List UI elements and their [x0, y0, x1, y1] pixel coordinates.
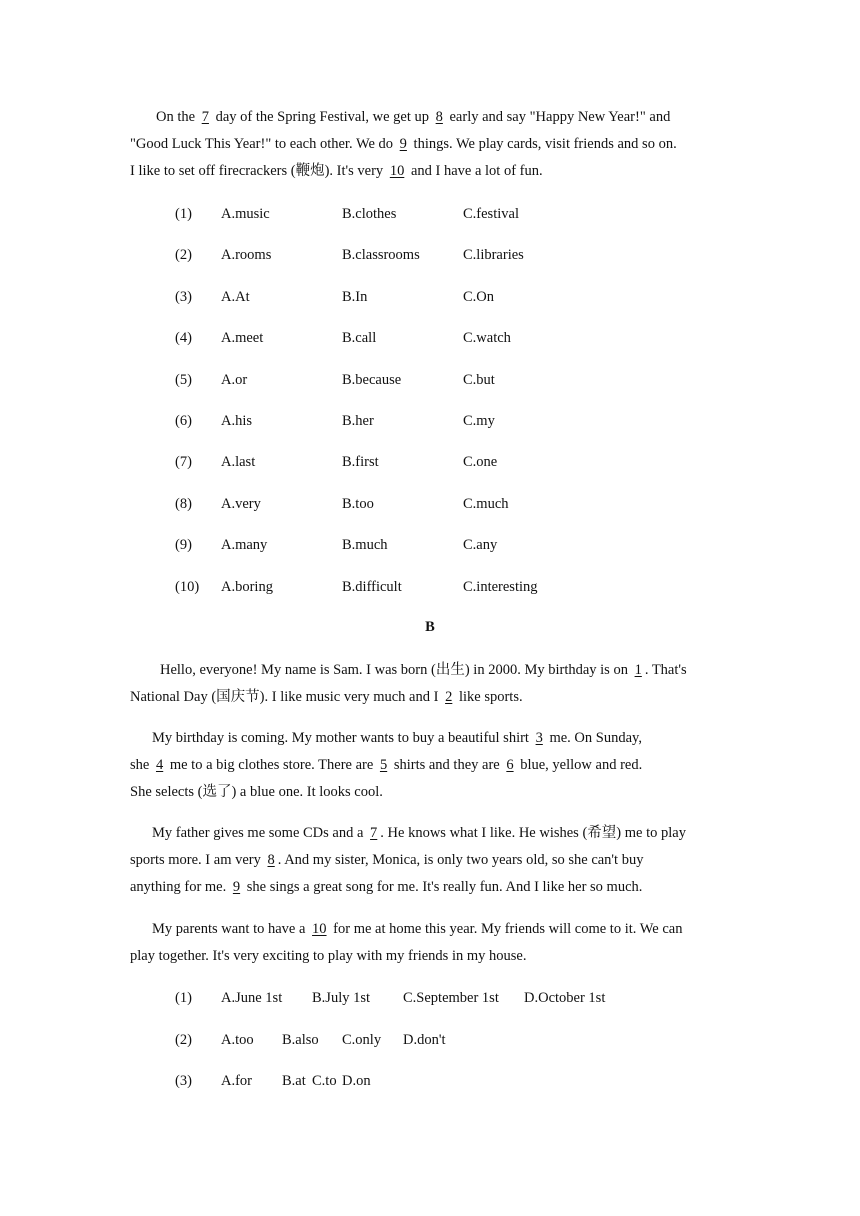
- blank-8: 8: [435, 109, 443, 125]
- option-a: A.for: [221, 1073, 253, 1089]
- option-b: B.her: [342, 413, 374, 429]
- option-d: D.on: [342, 1073, 371, 1089]
- blank-7: 7: [201, 109, 209, 125]
- option-b: B.July 1st: [312, 990, 371, 1006]
- option-d: D.October 1st: [524, 990, 606, 1006]
- passage-b-p1-line-1: Hello, everyone! My name is Sam. I was born (出生) in 2000. My birthday is on 1 . That's: [130, 657, 730, 684]
- option-b: B.In: [342, 289, 368, 305]
- question-number: (9): [175, 537, 192, 553]
- passage-b-p2-line-2: she 4 me to a big clothes store. There are 5 shirts and they are 6 blue, yellow and red.: [130, 752, 730, 779]
- option-a: A.meet: [221, 330, 264, 346]
- blank-10: 10: [312, 921, 327, 937]
- passage-b-paragraph-4: [130, 916, 730, 970]
- option-c: C.but: [463, 372, 495, 388]
- option-b: B.difficult: [342, 579, 402, 595]
- option-d: D.don't: [403, 1032, 446, 1048]
- option-b: B.clothes: [342, 206, 397, 222]
- option-a: A.At: [221, 289, 250, 305]
- option-c: C.only: [342, 1032, 382, 1048]
- option-a: A.rooms: [221, 247, 272, 263]
- question-number: (4): [175, 330, 192, 346]
- option-b: B.first: [342, 454, 379, 470]
- question-number: (5): [175, 372, 192, 388]
- blank-9: 9: [399, 136, 407, 152]
- option-a: A.many: [221, 537, 268, 553]
- passage-b-paragraph-2: [130, 725, 730, 806]
- question-number: (6): [175, 413, 192, 429]
- option-b: B.because: [342, 372, 402, 388]
- passage-b-p2-line-1: My birthday is coming. My mother wants to buy a beautiful shirt 3 me. On Sunday,: [130, 725, 730, 752]
- option-b: B.much: [342, 537, 388, 553]
- blank-5: 5: [379, 757, 388, 773]
- passage-a-line-2: "Good Luck This Year!" to each other. We do 9 things. We play cards, visit friends and so on.: [130, 131, 730, 158]
- option-a: A.boring: [221, 579, 273, 595]
- blank-6: 6: [506, 757, 514, 773]
- question-number: (10): [175, 579, 200, 595]
- passage-b-paragraph-1: [130, 657, 730, 711]
- option-c: C.one: [463, 454, 498, 470]
- option-b: B.also: [282, 1032, 319, 1048]
- question-number: (1): [175, 990, 192, 1006]
- passage-b-paragraph-3: [130, 820, 730, 901]
- passage-b-p4-line-1: My parents want to have a 10 for me at home this year. My friends will come to it. We can: [130, 916, 730, 943]
- passage-b-p4-line-2: play together. It's very exciting to play with my friends in my house.: [130, 948, 527, 964]
- blank-7: 7: [370, 825, 378, 841]
- option-a: A.last: [221, 454, 256, 470]
- question-number: (7): [175, 454, 192, 470]
- option-c: C.libraries: [463, 247, 524, 263]
- question-number: (3): [175, 1073, 192, 1089]
- option-c: C.watch: [463, 330, 511, 346]
- blank-3: 3: [535, 730, 543, 746]
- blank-4: 4: [155, 757, 164, 773]
- passage-b-p1-line-2: National Day (国庆节). I like music very much and I 2 like sports.: [130, 684, 730, 711]
- option-c: C.festival: [463, 206, 519, 222]
- option-c: C.much: [463, 496, 509, 512]
- passage-b-p3-line-1: My father gives me some CDs and a 7 . He knows what I like. He wishes (希望) me to play: [130, 820, 730, 847]
- passage-b-p2-line-3: She selects (选了) a blue one. It looks cool.: [130, 784, 383, 800]
- option-a: A.his: [221, 413, 253, 429]
- question-number: (2): [175, 247, 192, 263]
- passage-a-line-3: I like to set off firecrackers (鞭炮). It's very 10 and I have a lot of fun.: [130, 158, 730, 185]
- option-c: C.September 1st: [403, 990, 499, 1006]
- section-heading: B: [425, 619, 435, 635]
- question-number: (3): [175, 289, 192, 305]
- passage-a-line-1: On the 7 day of the Spring Festival, we get up 8 early and say "Happy New Year!" and: [130, 104, 730, 131]
- passage-b-p3-line-3: anything for me. 9 she sings a great song for me. It's really fun. And I like her so much.: [130, 874, 730, 901]
- passage-b-p3-line-2: sports more. I am very 8 . And my sister, Monica, is only two years old, so she can't buy: [130, 847, 730, 874]
- question-number: (8): [175, 496, 192, 512]
- option-c: C.to: [312, 1073, 337, 1089]
- passage-a: [130, 104, 730, 185]
- blank-9: 9: [232, 879, 241, 895]
- option-a: A.very: [221, 496, 261, 512]
- option-b: B.call: [342, 330, 377, 346]
- option-b: B.at: [282, 1073, 306, 1089]
- question-number: (1): [175, 206, 192, 222]
- option-b: B.classrooms: [342, 247, 420, 263]
- blank-1: 1: [634, 662, 642, 678]
- option-c: C.On: [463, 289, 495, 305]
- option-a: A.music: [221, 206, 270, 222]
- option-a: A.June 1st: [221, 990, 283, 1006]
- option-a: A.too: [221, 1032, 254, 1048]
- option-b: B.too: [342, 496, 374, 512]
- option-c: C.any: [463, 537, 498, 553]
- blank-8: 8: [267, 852, 275, 868]
- blank-2: 2: [445, 689, 453, 705]
- question-number: (2): [175, 1032, 192, 1048]
- option-a: A.or: [221, 372, 248, 388]
- blank-10: 10: [389, 163, 405, 179]
- option-c: C.my: [463, 413, 495, 429]
- option-c: C.interesting: [463, 579, 538, 595]
